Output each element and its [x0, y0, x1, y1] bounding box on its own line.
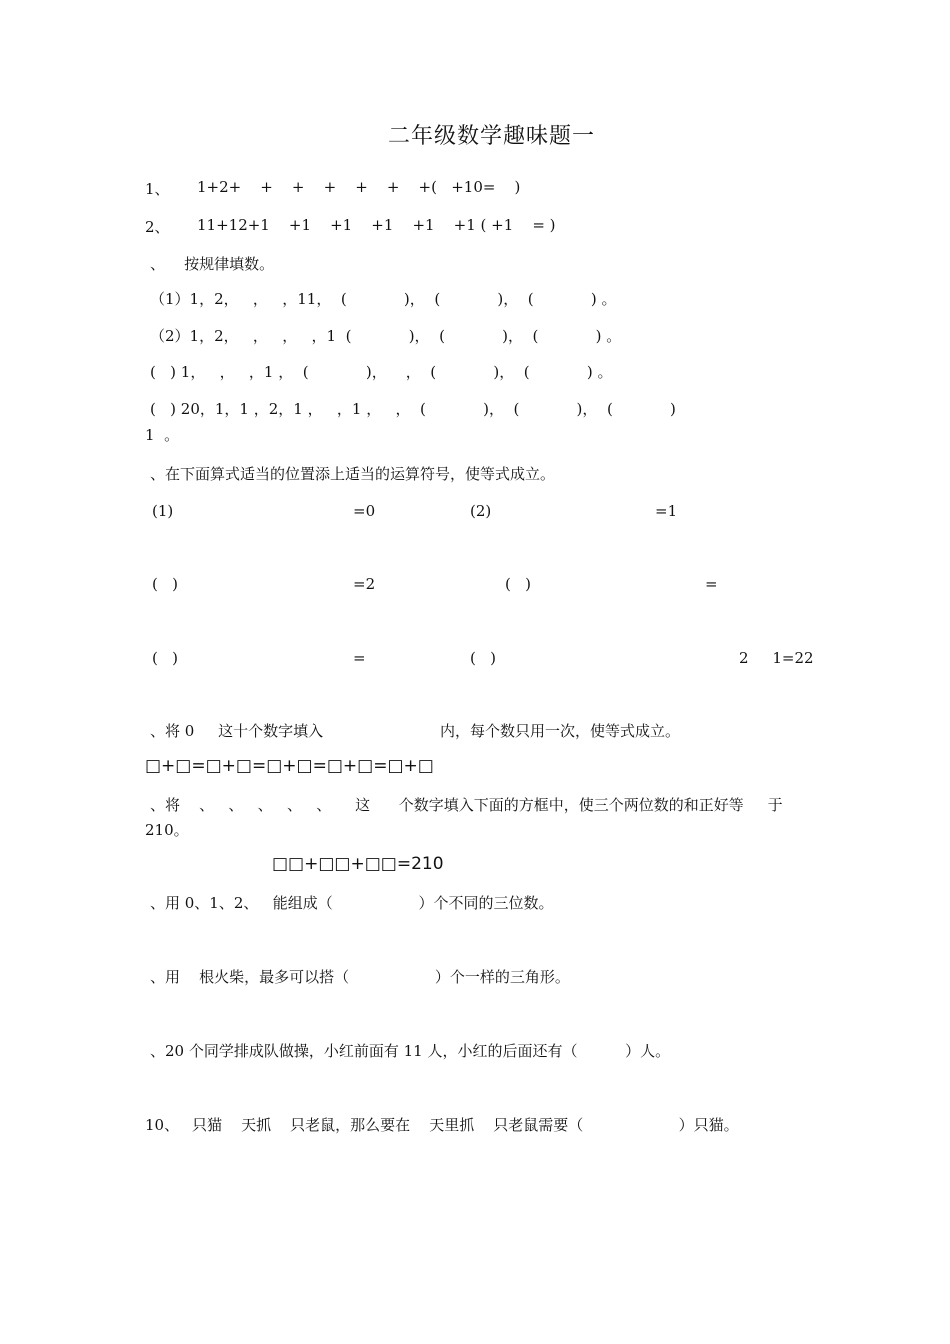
- question-4-row2-result-b: =: [705, 575, 718, 593]
- question-3-heading: 、 按规律填数。: [150, 255, 275, 273]
- question-6-text-b: 210。: [145, 821, 189, 839]
- question-6-box-equation: □□+□□+□□=210: [272, 854, 444, 874]
- question-3-item-3: ( ) 1， ， ，1 ， ( )， ， ( )， ( ) 。: [150, 363, 613, 381]
- question-1-text: 1+2+ + + + + + +( +10= ): [197, 178, 521, 196]
- question-9-text: 、20 个同学排成队做操，小红前面有 11 人，小红的后面还有（ ）人。: [150, 1042, 671, 1060]
- question-4-row1-result-b: =1: [655, 502, 678, 520]
- question-2-number: 2、: [145, 218, 170, 236]
- question-3-item-1: （1）1，2， ， ，11， ( )， ( )， ( ) 。: [150, 290, 617, 308]
- question-5-box-equation: □+□=□+□=□+□=□+□=□+□: [145, 756, 434, 776]
- page-title: 二年级数学趣味题一: [388, 124, 596, 149]
- question-2-text: 11+12+1 +1 +1 +1 +1 +1 ( +1 = ): [197, 216, 556, 234]
- question-3-item-4: ( ) 20，1，1 ，2，1 ， ，1 ， ， ( )， ( )， ( ): [150, 400, 676, 418]
- question-5-text-a: 、将 0 这十个数字填入: [150, 722, 324, 740]
- question-3-item-4-continued: 1 。: [145, 426, 180, 444]
- question-4-heading: 、在下面算式适当的位置添上适当的运算符号，使等式成立。: [150, 465, 556, 483]
- question-6-text-a: 、将 、 、 、 、 、 这 个数字填入下面的方框中，使三个两位数的和正好等 于: [150, 796, 783, 814]
- question-4-row1-label-b: (2): [470, 502, 492, 520]
- question-4-row2-label-b: ( ): [505, 575, 532, 593]
- question-4-row3-result-a: =: [353, 649, 366, 667]
- question-4-row1-label-a: (1): [152, 502, 174, 520]
- question-10-text: 只猫 天抓 只老鼠，那么要在 天里抓 只老鼠需要（ ）只猫。: [192, 1116, 739, 1134]
- question-4-row2-label-a: ( ): [152, 575, 179, 593]
- question-4-row3-result-b: 2 1=22: [739, 649, 814, 667]
- question-5-text-b: 内，每个数只用一次，使等式成立。: [440, 722, 681, 740]
- question-4-row3-label-b: ( ): [470, 649, 497, 667]
- question-8-text: 、用 根火柴，最多可以搭（ ）个一样的三角形。: [150, 968, 570, 986]
- question-4-row2-result-a: =2: [353, 575, 376, 593]
- question-1-number: 1、: [145, 180, 170, 198]
- question-3-item-2: （2）1，2， ， ， ，1 ( )， ( )， ( ) 。: [150, 327, 622, 345]
- question-10-number: 10、: [145, 1116, 180, 1134]
- question-7-text: 、用 0、1、2、 能组成（ ）个不同的三位数。: [150, 894, 554, 912]
- question-4-row1-result-a: =0: [353, 502, 376, 520]
- question-4-row3-label-a: ( ): [152, 649, 179, 667]
